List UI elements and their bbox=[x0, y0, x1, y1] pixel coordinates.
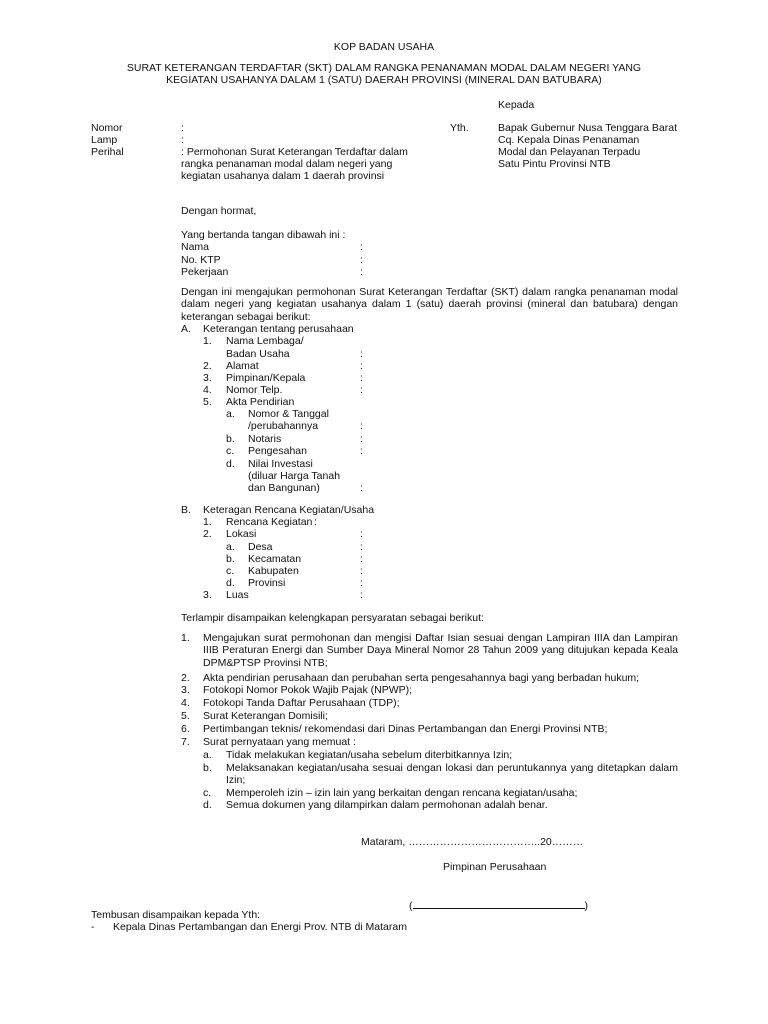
attachment-item: Fotokopi Tanda Daftar Perusahaan (TDP); bbox=[203, 697, 400, 709]
section-a-title: Keterangan tentang perusahaan bbox=[203, 323, 354, 335]
section-a-letter: A. bbox=[181, 323, 191, 335]
field-badan-usaha: Badan Usaha bbox=[226, 348, 290, 360]
attachment-number: 5. bbox=[181, 710, 190, 722]
attachment-number: 2. bbox=[181, 672, 190, 684]
field-akta-pendirian: Akta Pendirian bbox=[226, 396, 295, 408]
perihal-line-3: kegiatan usahanya dalam 1 daerah provinsi bbox=[181, 170, 385, 182]
signer-field-nama: Nama bbox=[181, 241, 210, 253]
letterhead-placeholder: KOP BADAN USAHA bbox=[333, 41, 435, 53]
attachment-item: Surat pernyataan yang memuat : bbox=[203, 736, 356, 748]
sub-item-letter: b. bbox=[226, 433, 235, 445]
section-b-letter: B. bbox=[181, 504, 191, 516]
sub-item-letter: d. bbox=[226, 458, 235, 470]
field-nomor-telp: Nomor Telp. bbox=[226, 384, 283, 396]
cc-intro: Tembusan disampaikan kepada Yth: bbox=[91, 909, 261, 921]
list-item-number: 1. bbox=[203, 335, 212, 347]
field-kecamatan: Kecamatan bbox=[248, 553, 302, 565]
field-colon: : bbox=[360, 433, 363, 445]
list-item-number: 2. bbox=[203, 528, 212, 540]
field-provinsi: Provinsi bbox=[248, 577, 286, 589]
field-nama-lembaga: Nama Lembaga/ bbox=[226, 335, 304, 347]
attachment-number: 6. bbox=[181, 723, 190, 735]
field-colon: : bbox=[360, 482, 363, 494]
signer-field-pekerjaan: Pekerjaan bbox=[181, 266, 229, 278]
field-dan-bangunan: dan Bangunan) bbox=[248, 482, 320, 494]
perihal-line-2: rangka penanaman modal dalam negeri yang bbox=[181, 158, 393, 170]
attachments-intro: Terlampir disampaikan kelengkapan persyaratan sebagai berikut: bbox=[181, 612, 484, 624]
salutation: Dengan hormat, bbox=[181, 205, 257, 217]
field-kabupaten: Kabupaten bbox=[248, 565, 299, 577]
field-colon: : bbox=[360, 589, 363, 601]
list-item-number: 4. bbox=[203, 384, 212, 396]
attachment-number: 7. bbox=[181, 736, 190, 748]
sub-item-letter: d. bbox=[226, 577, 235, 589]
statement-letter: b. bbox=[203, 762, 212, 774]
field-colon: : bbox=[360, 577, 363, 589]
cc-item: Kepala Dinas Pertambangan dan Energi Prov. NTB di Mataram bbox=[113, 921, 407, 933]
field-perubahannya: /perubahannya bbox=[248, 420, 319, 432]
field-nilai-investasi: Nilai Investasi bbox=[248, 458, 313, 470]
list-item-number: 3. bbox=[203, 589, 212, 601]
field-colon: : bbox=[360, 553, 363, 565]
attachment-number: 1. bbox=[181, 632, 190, 644]
attachment-number: 3. bbox=[181, 684, 190, 696]
list-item-number: 1. bbox=[203, 516, 212, 528]
recipient-line-4: Satu Pintu Provinsi NTB bbox=[498, 158, 611, 170]
signer-intro: Yang bertanda tangan dibawah ini : bbox=[181, 229, 346, 241]
field-desa: Desa bbox=[248, 541, 273, 553]
request-paragraph: Dengan ini mengajukan permohonan Surat Keterangan Terdaftar (SKT) dalam rangka penanaman modal dalam negeri yang kegiatan usahanya dalam 1 (satu) daerah provinsi (mineral dan batubara) dengan keterangan sebagai berikut: bbox=[181, 286, 678, 323]
field-pimpinan: Pimpinan/Kepala bbox=[226, 372, 306, 384]
sub-item-letter: a. bbox=[226, 541, 235, 553]
signature-line bbox=[409, 898, 588, 912]
statement-letter: a. bbox=[203, 749, 212, 761]
lamp-label: Lamp bbox=[91, 134, 118, 146]
field-alamat: Alamat bbox=[226, 360, 259, 372]
signer-field-ktp: No. KTP bbox=[181, 254, 221, 266]
statement-item: Melaksanakan kegiatan/usaha sesuai dengan lokasi dan peruntukannya yang ditetapkan dalam Izin; bbox=[226, 762, 678, 787]
list-item-number: 2. bbox=[203, 360, 212, 372]
field-colon: : bbox=[360, 445, 363, 457]
statement-item: Memperoleh izin – izin lain yang berkaitan dengan rencana kegiatan/usaha; bbox=[226, 787, 578, 799]
statement-letter: c. bbox=[203, 787, 212, 799]
attachment-item: Surat Keterangan Domisili; bbox=[203, 710, 328, 722]
signer-colon: : bbox=[360, 266, 363, 278]
field-pengesahan: Pengesahan bbox=[248, 445, 307, 457]
sub-item-letter: b. bbox=[226, 553, 235, 565]
signer-colon: : bbox=[360, 241, 363, 253]
field-colon: : bbox=[314, 516, 317, 528]
field-colon: : bbox=[360, 384, 363, 396]
list-item-number: 3. bbox=[203, 372, 212, 384]
attachment-item: Mengajukan surat permohonan dan mengisi Daftar Isian sesuai dengan Lampiran IIIA dan Lampiran IIIB Peraturan Energi dan Sumber Daya Mineral Nomor 28 Tahun 2009 yang ditujukan kepada Keala DPM&PTSP Provinsi NTB; bbox=[203, 632, 678, 669]
field-rencana-kegiatan: Rencana Kegiatan bbox=[226, 516, 313, 528]
place-date: Mataram, ………………………………..20……… bbox=[361, 836, 584, 848]
field-colon: : bbox=[360, 528, 363, 540]
statement-item: Tidak melakukan kegiatan/usaha sebelum diterbitkannya Izin; bbox=[226, 749, 513, 761]
kepada-label: Kepada bbox=[498, 99, 535, 111]
recipient-line-1: Bapak Gubernur Nusa Tenggara Barat bbox=[498, 122, 678, 134]
field-notaris: Notaris bbox=[248, 433, 282, 445]
field-colon: : bbox=[360, 348, 363, 360]
attachment-item: Pertimbangan teknis/ rekomendasi dari Dinas Pertambangan dan Energi Provinsi NTB; bbox=[203, 723, 608, 735]
field-colon: : bbox=[360, 372, 363, 384]
field-colon: : bbox=[360, 541, 363, 553]
sub-item-letter: c. bbox=[226, 445, 235, 457]
signature-blank bbox=[413, 898, 585, 909]
signer-colon: : bbox=[360, 254, 363, 266]
nomor-colon: : bbox=[181, 122, 184, 134]
document-title-line-2: KEGIATAN USAHANYA DALAM 1 (SATU) DAERAH PROVINSI (MINERAL DAN BATUBARA) bbox=[166, 74, 602, 86]
recipient-line-2: Cq. Kepala Dinas Penanaman bbox=[498, 134, 640, 146]
statement-letter: d. bbox=[203, 799, 212, 811]
document-title-line-1: SURAT KETERANGAN TERDAFTAR (SKT) DALAM RANGKA PENANAMAN MODAL DALAM NEGERI YANG bbox=[126, 62, 642, 74]
signature-open-paren: ( bbox=[409, 900, 413, 912]
section-b-title: Keteragan Rencana Kegiatan/Usaha bbox=[203, 504, 375, 516]
signature-close-paren: ) bbox=[584, 900, 588, 912]
attachment-item: Fotokopi Nomor Pokok Wajib Pajak (NPWP); bbox=[203, 684, 413, 696]
cc-bullet: - bbox=[91, 921, 95, 933]
sub-item-letter: c. bbox=[226, 565, 235, 577]
list-item-number: 5. bbox=[203, 396, 212, 408]
perihal-label: Perihal bbox=[91, 146, 124, 158]
lamp-colon: : bbox=[181, 134, 184, 146]
field-colon: : bbox=[360, 360, 363, 372]
field-colon: : bbox=[360, 565, 363, 577]
field-colon: : bbox=[360, 420, 363, 432]
statement-item: Semua dokumen yang dilampirkan dalam permohonan adalah benar. bbox=[226, 799, 548, 811]
signer-title: Pimpinan Perusahaan bbox=[443, 861, 547, 873]
field-nomor-tanggal: Nomor & Tanggal bbox=[248, 408, 329, 420]
nomor-label: Nomor bbox=[91, 122, 123, 134]
field-lokasi: Lokasi bbox=[226, 528, 257, 540]
field-luas: Luas bbox=[226, 589, 249, 601]
perihal-line-1: : Permohonan Surat Keterangan Terdaftar dalam bbox=[181, 146, 408, 158]
attachment-item: Akta pendirian perusahaan dan perubahan serta pengesahannya bagi yang berbadan hukum; bbox=[203, 672, 640, 684]
recipient-line-3: Modal dan Pelayanan Terpadu bbox=[498, 146, 641, 158]
yth-label: Yth. bbox=[450, 122, 469, 134]
attachment-number: 4. bbox=[181, 697, 190, 709]
field-diluar-harga: (diluar Harga Tanah bbox=[248, 470, 341, 482]
sub-item-letter: a. bbox=[226, 408, 235, 420]
